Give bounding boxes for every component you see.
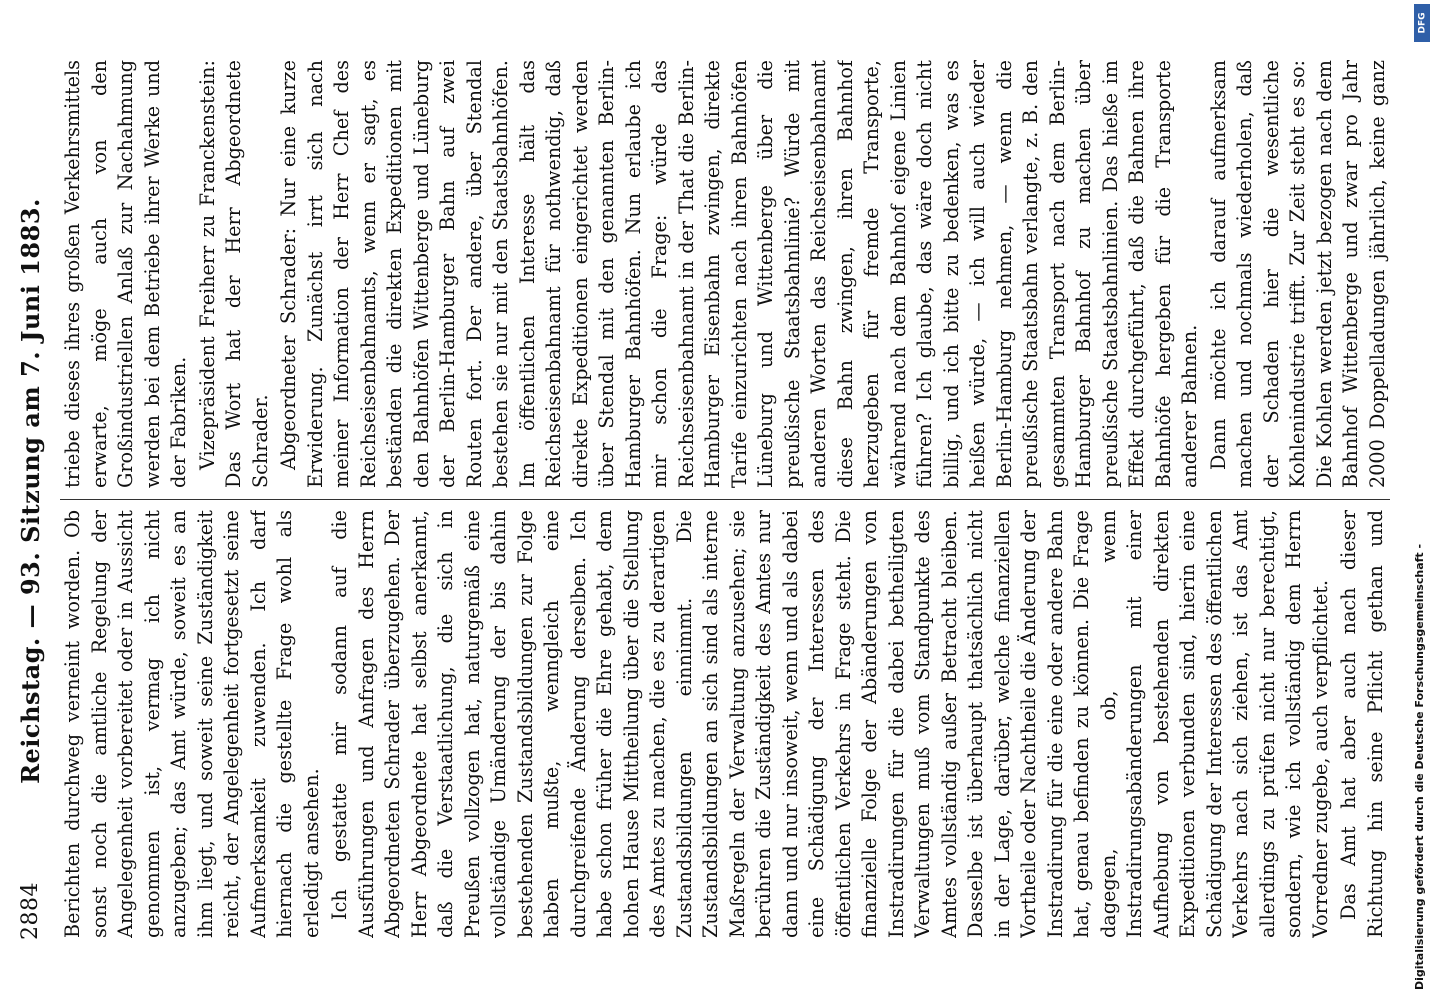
page-title: Reichstag. — 93. Sitzung am 7. Juni 1883. — [15, 198, 45, 784]
left-column — [60, 510, 1390, 938]
column-divider — [60, 499, 1390, 500]
page-header — [8, 60, 52, 940]
paragraph: Das Amt hat aber auch nach dieser Richtung hin seine Pflicht gethan und — [1337, 510, 1387, 938]
digitization-credit — [1410, 0, 1432, 1000]
paragraph: Dann möchte ich darauf aufmerksam machen und nochmals wiederholen, daß der Schaden hier die wesentliche Kohlenindustrie trifft. Zur Zeit steht es so: Die Kohlen werden jetzt bezogen nach dem Bahnhof Wittenberge und zwar pro Jahr 2000 Doppelladungen jährlich, keine ganz — [1206, 60, 1389, 488]
paragraph: Berichten durchweg verneint worden. Ob sonst noch die amtliche Regelung der Angelegenheit vorbereitet oder in Aussicht genommen ist, vermag ich nicht anzugeben; das Amt würde, soweit es an ihm liegt, und soweit seine Zuständigkeit reicht, der Angelegenheit fortgesetzt seine Aufmerksamkeit zuwenden. Ich darf hiernach die gestellte Frage wohl als erledigt ansehen. — [61, 510, 323, 938]
credit-text: Digitalisierung gefördert durch die Deutsche Forschungsgemeinschaft - — [1413, 543, 1426, 990]
page-number: 2884 — [17, 882, 43, 940]
dfg-logo: DFG — [1414, 4, 1430, 42]
paragraph: triebe dieses ihres großen Verkehrsmittels erwarte, möge auch von den Großindustriellen Anlaß zur Nachahmung werden bei dem Betriebe ihrer Werke und der Fabriken. — [61, 60, 190, 488]
right-column — [60, 60, 1390, 488]
paragraph: Abgeordneter Schrader: Nur eine kurze Erwiderung. Zunächst irrt sich nach meiner Information der Herr Chef des Reichseisenbahnamts, wenn er sagt, es beständen die direkten Expeditionen mit den Bahnhöfen Wittenberge und Lüneburg der Berlin-Hamburger Bahn auf zwei Routen fort. Der andere, über Stendal bestehen sie nur mit den Staatsbahnhöfen. Im öffentlichen Interesse hält das Reichseisenbahnamt für nothwendig, daß direkte Expeditionen eingerichtet werden über Stendal mit den genannten Berlin-Hamburger Bahnhöfen. Nun erlaube ich mir schon die Frage: würde das Reichseisenbahnamt in der That die Berlin-Hamburger Eisenbahn zwingen, direkte Tarife einzurichten nach ihren Bahnhöfen Lüneburg und Wittenberge über die preußische Staatsbahnlinie? Würde mit anderen Worten das Reichseisenbahnamt diese Bahn zwingen, ihren Bahnhof herzugeben für fremde Transporte, während nach dem Bahnhof eigene Linien führen? Ich glaube, das wäre doch nicht billig, und ich bitte zu bedenken, was es heißen würde, — ich will auch wieder Berlin-Hamburg nehmen, — wenn die preußische Staatsbahn verlangte, z. B. den gesammten Transport nach dem Berlin-Hamburger Bahnhof zu machen über preußische Staatsbahnlinien. Das hieße im Effekt durchgeführt, daß die Bahnen ihre Bahnhöfe hergeben für die Transporte anderer Bahnen. — [277, 60, 1201, 488]
paragraph: Vizepräsident Freiherr zu Franckenstein: Das Wort hat der Herr Abgeordnete Schrader. — [195, 60, 272, 488]
paragraph: Ich gestatte mir sodann auf die Ausführungen und Anfragen des Herrn Abgeordneten Schrader überzugehen. Der Herr Abgeordnete hat selbst anerkannt, daß die Verstaatlichung, die sich in Preußen vollzogen hat, naturgemäß eine vollständige Umänderung der bis dahin bestehenden Zustandsbildungen zur Folge haben mußte, wenngleich eine durchgreifende Änderung derselben. Ich habe schon früher die Ehre gehabt, dem hohen Hause Mittheilung über die Stellung des Amtes zu machen, die es zu derartigen Zustandsbildungen einnimmt. Die Zustandsbildungen an sich sind als interne Maßregeln der Verwaltung anzusehen; sie berühren die Zuständigkeit des Amtes nur dann und nur insoweit, wenn und als dabei eine Schädigung der Interessen des öffentlichen Verkehrs in Frage steht. Die finanzielle Folge der Abänderungen von Instradirungen für die dabei betheiligten Verwaltungen muß vom Standpunkte des Amtes vollständig außer Betracht bleiben. Dasselbe ist überhaupt thatsächlich nicht in der Lage, darüber, welche finanziellen Vortheile oder Nachtheile die Änderung der Instradirung für die eine oder andere Bahn hat, genau befinden zu können. Die Frage dagegen, ob, wenn Instradirungsabänderungen mit einer Aufhebung von bestehenden direkten Expeditionen verbunden sind, hierin eine Schädigung der Interessen des öffentlichen Verkehrs nach sich ziehen, ist das Amt allerdings zu prüfen nicht nur berechtigt, sondern, wie ich vollständig dem Herrn Vorredner zugebe, auch verpflichtet. — [328, 510, 1332, 938]
